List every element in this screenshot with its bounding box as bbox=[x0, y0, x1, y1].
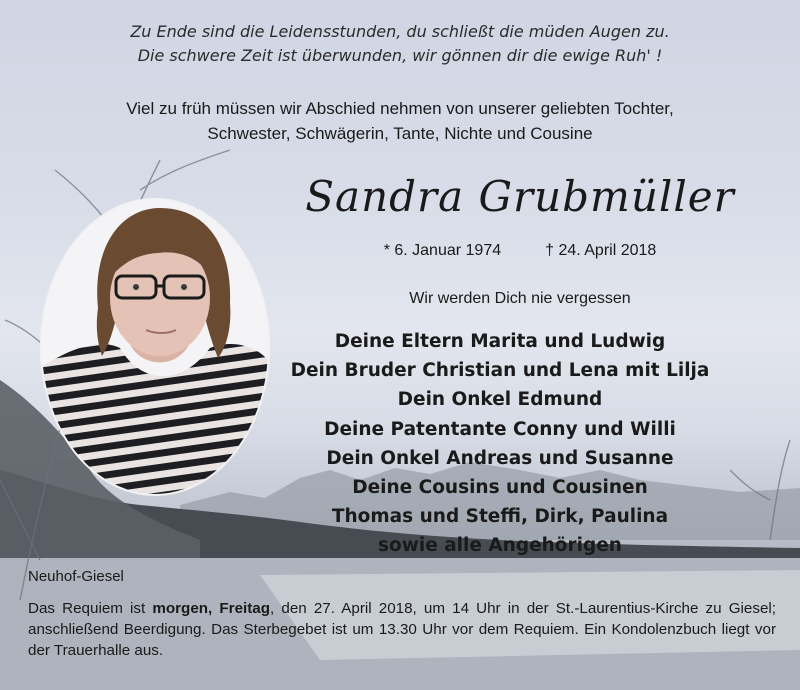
place-name: Neuhof-Giesel bbox=[28, 568, 124, 585]
mourner-line: Deine Patentante Conny und Willi bbox=[324, 418, 676, 440]
mourner-line: Dein Bruder Christian und Lena mit Lilja bbox=[290, 360, 710, 382]
verse-line: Zu Ende sind die Leidensstunden, du schließt die müden Augen zu. bbox=[130, 22, 670, 41]
service-text: , den 27. April 2018, um 14 Uhr in der St.-Laurentius-Kirche zu Giesel; anschließend Beerdigung. Das Sterbegebet ist um 13.30 Uhr vor dem Requiem. Ein Kondolenzbuch liegt vor der Trauerhalle aus. bbox=[28, 600, 776, 659]
memorial-verse bbox=[0, 20, 800, 68]
life-dates bbox=[300, 242, 740, 260]
service-text: Das Requiem ist bbox=[28, 600, 153, 617]
intro-line: Schwester, Schwägerin, Tante, Nichte und Cousine bbox=[207, 124, 593, 143]
mourner-line: Dein Onkel Edmund bbox=[397, 389, 603, 411]
mourner-line: Deine Eltern Marita und Ludwig bbox=[334, 331, 666, 352]
portrait-photo bbox=[40, 198, 270, 496]
verse-line: Die schwere Zeit ist überwunden, wir gönnen dir die ewige Ruh' ! bbox=[137, 46, 663, 65]
intro-line: Viel zu früh müssen wir Abschied nehmen von unserer geliebten Tochter, bbox=[126, 99, 674, 118]
mourner-line: sowie alle Angehörigen bbox=[378, 535, 622, 557]
intro-text bbox=[0, 96, 800, 146]
birth-date: * 6. Januar 1974 bbox=[383, 242, 502, 259]
mourners-list bbox=[260, 327, 740, 561]
mourner-line: Dein Onkel Andreas und Susanne bbox=[326, 447, 674, 469]
service-details bbox=[28, 598, 776, 661]
death-date: † 24. April 2018 bbox=[545, 242, 657, 259]
motto: Wir werden Dich nie vergessen bbox=[409, 290, 631, 307]
mourner-line: Deine Cousins und Cousinen bbox=[352, 477, 648, 499]
deceased-name: Sandra Grubmüller bbox=[305, 172, 735, 221]
mourner-line: Thomas und Steffi, Dirk, Paulina bbox=[331, 506, 669, 528]
service-day: morgen, Freitag bbox=[152, 600, 271, 617]
